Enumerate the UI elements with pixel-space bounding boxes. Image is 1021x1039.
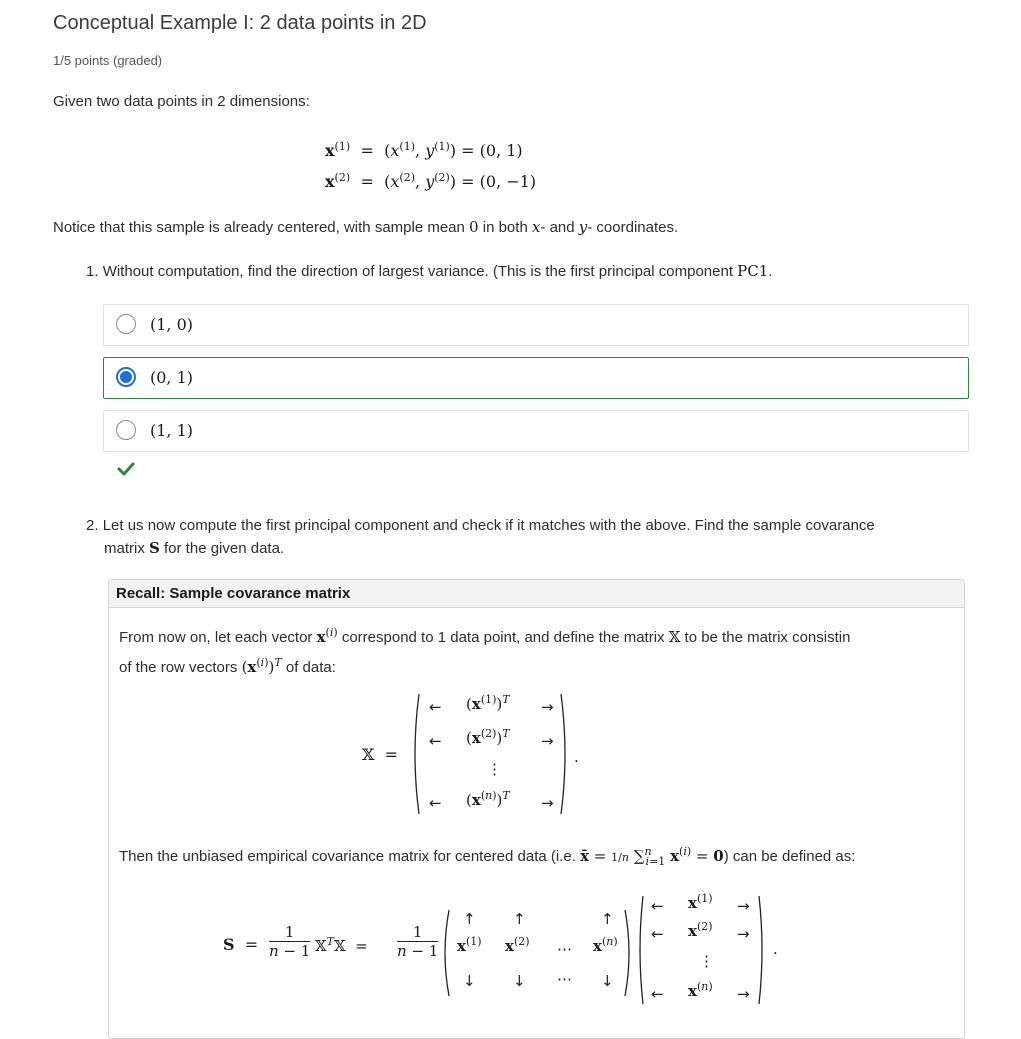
radio-button[interactable] <box>116 314 136 334</box>
choice-option-1[interactable] <box>103 304 969 346</box>
notice-text: Notice that this sample is already centered, with sample mean 0 in both x- and y- coordinates. <box>53 218 679 236</box>
recall-panel: Recall: Sample covarance matrix From now on, let each vector $x^{(i)}$ correspond to 1 data point, and define the matrix 𝕏 to be the matrix consistin of the row vectors $(x^{(i)})^T$ of data: 𝕏 = ← $(x^{(1)})^T$ → ← $(x^{(2)})^T$ → ⋮ ← $(x^{(n)})^T$ → . Then the unbiased empirical covariance matrix for centered data (i.e. x̄ = 1/n ∑$^n_{i=1}$ $x^{(i)} = 0$) can be defined as: S = $\frac{1}{n - 1}$ 𝕏$^T$𝕏 = $\frac{1}{n - 1}$ ↑ $x^{(1)}$ ↓ ↑ $x^{(2)}$ ↓ ⋯ ⋯ ↑ $x^{(n)}$ ↓ ← $x^{(1)}$ → ← $x^{(2)}$ → ⋮ ← $x^{(n)}$ → . <box>108 579 965 1039</box>
choice-option-2[interactable] <box>103 357 969 399</box>
checkmark-icon <box>117 461 135 477</box>
choice-label: (0, 1) <box>150 368 194 387</box>
choice-label: (1, 1) <box>150 421 194 440</box>
choice-label: (1, 0) <box>150 315 194 334</box>
question-1: 1. Without computation, find the direction of largest variance. (This is the first principal component PC1. <box>86 262 773 280</box>
radio-button[interactable] <box>116 420 136 440</box>
recall-header: Recall: Sample covarance matrix <box>109 580 964 608</box>
covariance-intro-text: Then the unbiased empirical covariance matrix for centered data (i.e. x̄ = 1/n ∑$^n_{i=1}$ $x^{(i)} = 0$) can be defined as: <box>119 845 856 868</box>
points-label: 1/5 points (graded) <box>53 53 163 68</box>
intro-text: Given two data points in 2 dimensions: <box>53 93 310 110</box>
recall-definition-text: From now on, let each vector $x^{(i)}$ correspond to 1 data point, and define the matrix 𝕏 to be the matrix consistin of the row vectors $(x^{(i)})^T$ of data: <box>119 626 851 676</box>
equation-point-2: $x^{(2)} = (x^{(2)}$, $y^{(2)}) = (0$, −1) <box>325 171 537 191</box>
radio-button-selected[interactable] <box>116 367 136 387</box>
question-2: 2. Let us now compute the first principal component and check if it matches with the above. Find the sample covarance matrix S for the given data. <box>86 517 875 557</box>
choice-option-3[interactable] <box>103 410 969 452</box>
equation-point-1: $x^{(1)} = (x^{(1)}$, $y^{(1)}) = (0$, 1) <box>325 140 523 160</box>
problem-title: Conceptual Example I: 2 data points in 2D <box>53 12 427 34</box>
